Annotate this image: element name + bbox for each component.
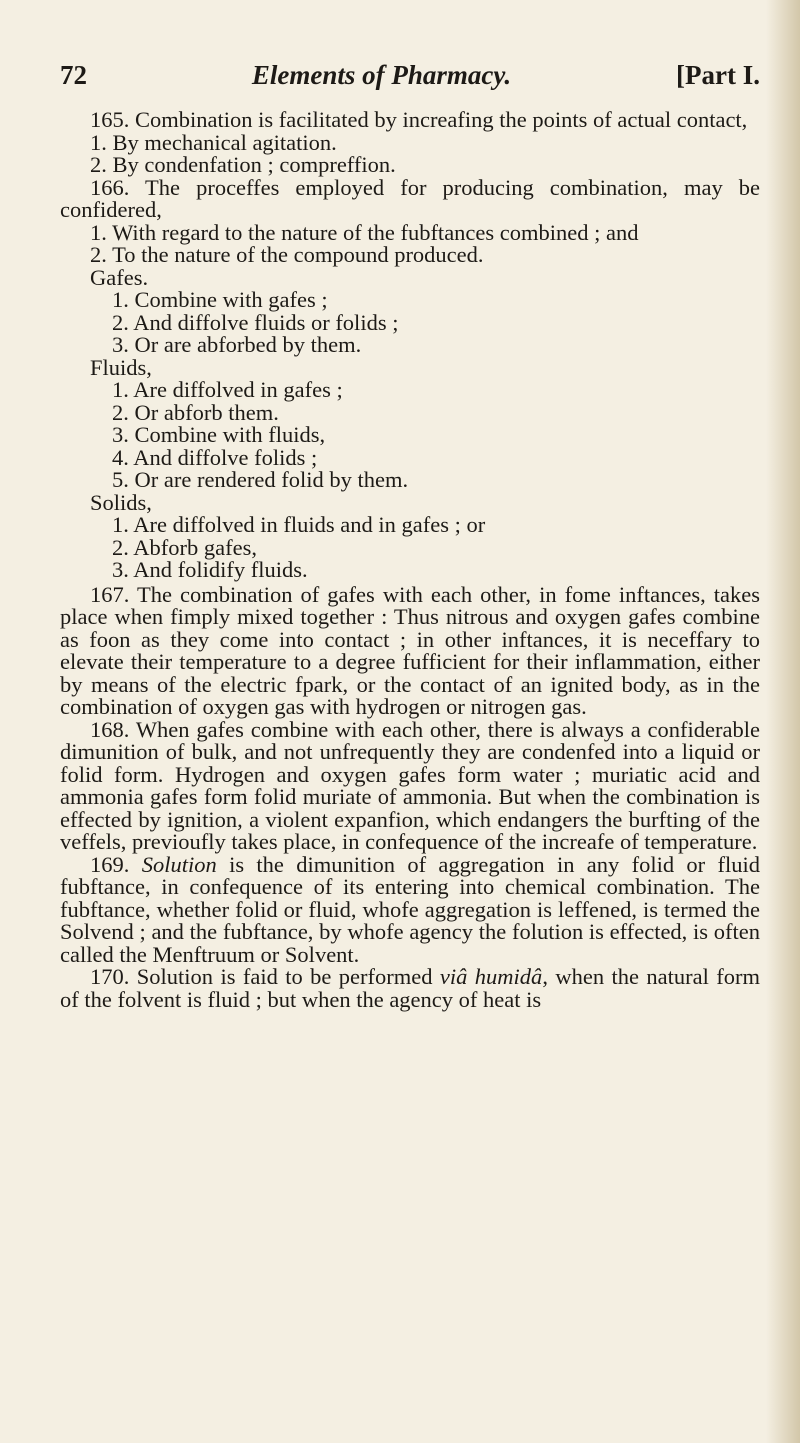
running-header: [60, 60, 760, 91]
section-167: 167. The combination of gafes with each other, in fome inftances, takes place when fimply mixed together : Thus nitrous and oxygen gafes combine as foon as they come into contact ; in other inftances, it is neceffary to elevate their temperature to a degree fufficient for their inflammation, either by means of the electric fpark, or the contact of an ignited body, as in the combination of oxygen gas with hydrogen or nitrogen gas.: [60, 581, 760, 719]
page-edge-stain: [766, 0, 800, 1443]
list-item: 3. Combine with fluids,: [112, 422, 326, 447]
body-text: [60, 109, 760, 1011]
page-number: 72: [60, 60, 87, 90]
list-item: 3. Or are abforbed by them.: [112, 332, 362, 357]
subheading-solids: Solids,: [90, 489, 152, 515]
section-169: [60, 851, 761, 967]
book-page: [60, 60, 760, 1011]
part-label: [Part I.: [676, 60, 760, 90]
section-170-text-start: 170. Solution is faid to be performed: [90, 964, 440, 989]
list-item: 1. Are diffolved in fluids and in gafes ; or: [112, 512, 486, 537]
section-170-text-end: , when the natural form of the folvent is fluid ; but when the agency of heat is: [60, 964, 760, 1012]
list-item: 2. By condenfation ; compreffion.: [90, 152, 396, 177]
term-solution: Solution: [141, 851, 217, 877]
list-item: 3. And folidify fluids.: [112, 557, 308, 582]
list-item: 1. Combine with gafes ;: [112, 287, 328, 312]
list-item: 1. With regard to the nature of the fubftances combined ; and: [90, 219, 639, 245]
list-item: 1. Are diffolved in gafes ;: [112, 377, 343, 402]
term-via-humida: viâ humidâ: [439, 964, 543, 989]
subheading-gases: Gafes.: [90, 264, 149, 290]
section-169-number: 169.: [90, 851, 142, 877]
section-165: 165. Combination is facilitated by increafing the points of actual contact,: [90, 107, 748, 132]
list-item: 5. Or are rendered folid by them.: [112, 467, 409, 492]
list-item: 2. To the nature of the compound produced.: [90, 242, 484, 267]
section-168: 168. When gafes combine with each other, there is always a confiderable dimunition of bulk, and not unfrequently they are condenfed into a liquid or folid form. Hydrogen and oxygen gafes form water ; muriatic acid and ammonia gafes form folid muriate of ammonia. But when the combination is effected by ignition, a violent expanfion, which endangers the burfting of the veffels, previoufly takes place, in confequence of the increafe of temperature.: [60, 716, 760, 854]
section-170: [60, 966, 760, 1011]
list-item: 1. By mechanical agitation.: [90, 129, 337, 155]
running-title: Elements of Pharmacy.: [251, 60, 512, 90]
list-item: 4. And diffolve folids ;: [112, 444, 318, 470]
section-166: 166. The proceffes employed for producing combination, may be confidered,: [60, 174, 760, 222]
list-item: 2. Abforb gafes,: [112, 534, 257, 560]
list-item: 2. Or abforb them.: [112, 399, 279, 425]
section-169-text: is the dimunition of aggregation in any folid or fluid fubftance, in confequence of its entering into chemical combination. The fubftance, whether folid or fluid, whofe aggregation is leffened, is termed the Solvend ; and the fubftance, by whofe agency the folution is effected, is often called the Menftruum or Solvent.: [60, 851, 761, 967]
list-item: 2. And diffolve fluids or folids ;: [112, 309, 399, 335]
subheading-fluids: Fluids,: [90, 354, 152, 380]
